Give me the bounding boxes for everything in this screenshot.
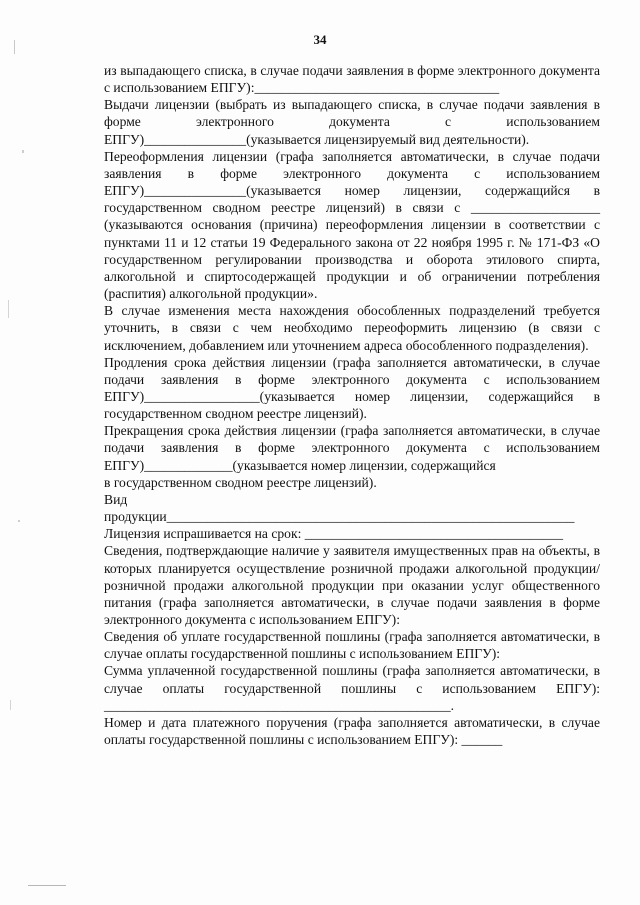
scan-artifact <box>10 700 11 710</box>
paragraph-license-reissue: Переоформления лицензии (графа заполняется автоматически, в случае подачи заявления в форме электронного документа с использованием ЕПГУ)_______________(указывается номер лицензии, содержащийся в государственном сводном реестре лицензий) в связи с ___________________ (указываются основания (причина) переоформления лицензии в соответствии с пунктами 11 и 12 статьи 19 Федерального закона от 22 ноября 1995 г. № 171-ФЗ «О государственном регулировании производства и оборота этилового спирта, алкогольной и спиртосодержащей продукции и об ограничении потребления (распития) алкогольной продукции». <box>104 148 600 302</box>
field-duty-amount: Сумма уплаченной государственной пошлины (графа заполняется автоматически, в случае оплаты государственной пошлины с использованием ЕПГУ): ___________________________________________________. <box>104 663 600 713</box>
paragraph-license-termination: Прекращения срока действия лицензии (графа заполняется автоматически, в случае подачи заявления в форме электронного документа с использованием ЕПГУ)_____________(указывается номер лицензии, содержащийся <box>104 423 600 473</box>
paragraph-license-extension: Продления срока действия лицензии (графа заполняется автоматически, в случае подачи заявления в форме электронного документа с использованием ЕПГУ)_________________(указывается номер лицензии, содержащийся в государственном сводном реестре лицензий). <box>104 354 600 422</box>
paragraph-license-termination-cont: в государственном сводном реестре лицензий). <box>104 474 377 490</box>
scan-artifact <box>8 300 9 318</box>
paragraph-dropdown-note: из выпадающего списка, в случае подачи заявления в форме электронного документа с использованием ЕПГУ):____________________________________ <box>104 63 600 96</box>
document-body <box>104 62 600 748</box>
field-payment-order: Номер и дата платежного поручения (графа заполняется автоматически, в случае оплаты государственной пошлины с использованием ЕПГУ): ______ <box>104 714 600 748</box>
scan-artifact <box>18 520 20 522</box>
field-product-type: Вид продукции____________________________________________________________ <box>104 491 575 525</box>
paragraph-property-rights: Сведения, подтверждающие наличие у заявителя имущественных прав на объекты, в которых планируется осуществление розничной продажи алкогольной продукции/розничной продажи алкогольной продукции при оказании услуг общественного питания (графа заполняется автоматически, в случае подачи заявления в форме электронного документа с использованием ЕПГУ): <box>104 543 600 627</box>
scan-artifact <box>22 150 24 153</box>
scan-artifact <box>14 40 15 54</box>
paragraph-location-change: В случае изменения места нахождения обособленных подразделений требуется уточнить, в связи с чем необходимо переоформить лицензию (в связи с исключением, добавлением или уточнением адреса обособленного подразделения). <box>104 303 600 353</box>
page-number: 34 <box>313 32 327 47</box>
paragraph-duty-payment: Сведения об уплате государственной пошлины (графа заполняется автоматически, в случае оплаты государственной пошлины с использованием ЕПГУ): <box>104 629 600 662</box>
paragraph-license-issue: Выдачи лицензии (выбрать из выпадающего списка, в случае подачи заявления в форме электронного документа с использованием ЕПГУ)_______________(указывается лицензируемый вид деятельности). <box>104 97 600 147</box>
field-license-term: Лицензия испрашивается на срок: ______________________________________ <box>104 526 564 542</box>
scan-artifact <box>28 885 66 886</box>
